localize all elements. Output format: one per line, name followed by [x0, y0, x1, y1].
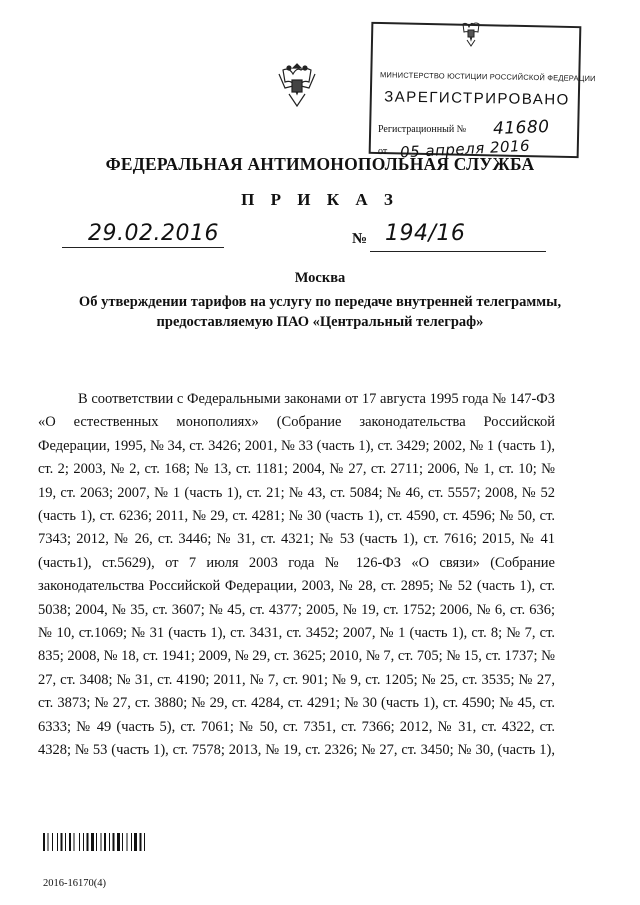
barcode-bar — [43, 833, 45, 851]
footer-code: 2016-16170(4) — [43, 878, 106, 889]
order-subject — [40, 292, 600, 332]
barcode-bar — [104, 833, 106, 851]
barcode-bar — [87, 833, 89, 851]
barcode-bar — [52, 833, 53, 851]
stamp-date-label: от — [378, 146, 388, 157]
city: Москва — [294, 270, 346, 286]
body-paragraph-text: В соответствии с Федеральными законами от 17 августа 1995 года № 147-ФЗ «О естественных монополиях» (Собрание законодательства Российской Федерации, 1995, № 34, ст. 3426; 2001, № 33 (часть 1), ст. 3429; 2002, № 1 (часть 1), ст. 2; 2003, № 2, ст. 168; № 13, ст. 1181; 2004, № 27, ст. 2711; 2006, № 1, ст. 10; № 19, ст. 2063; 2007, № 1 (часть 1), ст. 21; № 43, ст. 5084; № 46, ст. 5557; 2008, № 52 (часть 1), ст. 6236; 2011, № 29, ст. 4281; № 30 (часть 1), ст. 4590, ст. 4596; № 50, ст. 7343; 2012, № 26, ст. 3446; № 31, ст. 4321; № 53 (часть 1), ст. 7616; 2015, № 41 (часть1), ст.5629), от 7 июля 2003 года № 126-ФЗ «О связи» (Собрание законодательства Российской Федерации, 2003, № 28, ст. 2895; № 52 (часть 1), ст. 5038; 2004, № 35, ст. 3607; № 45, ст. 4377; 2005, № 19, ст. 1752; 2006, № 6, ст. 636; № 10, ст.1069; № 31 (часть 1), ст. 3431, ст. 3452; 2007, № 1 (часть 1), ст. 8; № 7, ст. 835; 2008, № 18, ст. 1941; 2009, № 29, ст. 3625; 2010, № 7, ст. 705; № 15, ст. 1737; № 27, ст. 3408; № 31, ст. 4190; 2011, № 7, ст. 901; № 9, ст. 1205; № 25, ст. 3535; № 27, ст. 3873; № 27, ст. 3880; № 29, ст. 4284, ст. 4291; № 30 (часть 1), ст. 4590; № 45, ст. 6333; № 49 (часть 5), ст. 7061; № 50, ст. 7351, ст. 7366; 2012, № 31, ст. 4322, ст. 4328; № 53 (часть 1), ст. 7578; 2013, № 19, ст. 2326; № 27, ст. 3450; № 30, (часть 1), — [38, 391, 555, 759]
stamp-reg-number-value: 41680 — [492, 117, 550, 139]
barcode-bar — [74, 833, 75, 851]
stamp-date-value: 05 апреля 2016 — [399, 136, 531, 162]
stamp-ministry: МИНИСТЕРСТВО ЮСТИЦИИ РОССИЙСКОЙ ФЕДЕРАЦИИ — [379, 70, 596, 84]
organization-title: ФЕДЕРАЛЬНАЯ АНТИМОНОПОЛЬНАЯ СЛУЖБА — [105, 154, 535, 174]
coat-of-arms-emblem — [275, 60, 319, 110]
barcode — [43, 833, 183, 851]
stamp-emblem-icon — [458, 18, 484, 48]
stamp-registered: ЗАРЕГИСТРИРОВАНО — [384, 88, 570, 109]
barcode-bar — [69, 833, 71, 851]
barcode-bar — [48, 833, 49, 851]
barcode-bar — [91, 833, 94, 851]
stamp-reg-number-label: Регистрационный № — [378, 124, 467, 135]
barcode-bar — [101, 833, 102, 851]
subject-line-2: предоставляемую ПАО «Центральный телеграф» — [156, 314, 484, 330]
barcode-bar — [79, 833, 80, 851]
barcode-bar — [57, 833, 58, 851]
order-date: 29.02.2016 — [88, 221, 219, 246]
subject-line-1: Об утверждении тарифов на услугу по передаче внутренней телеграммы, — [78, 294, 562, 310]
order-number-label: № — [352, 231, 368, 247]
barcode-bar — [122, 833, 123, 851]
barcode-bar — [65, 833, 66, 851]
barcode-bar — [113, 833, 115, 851]
number-underline — [370, 251, 546, 252]
barcode-bar — [109, 833, 110, 851]
barcode-bar — [131, 833, 132, 851]
barcode-bar — [127, 833, 128, 851]
date-underline — [62, 247, 224, 248]
order-number: 194/16 — [385, 221, 466, 246]
barcode-bar — [83, 833, 84, 851]
barcode-bar — [144, 833, 145, 851]
barcode-bar — [96, 833, 97, 851]
body-paragraph — [38, 388, 555, 763]
document-type: П Р И К А З — [241, 190, 399, 209]
barcode-bar — [117, 833, 120, 851]
registration-stamp — [370, 16, 596, 162]
barcode-bar — [134, 833, 137, 851]
barcode-bar — [61, 833, 63, 851]
barcode-bar — [140, 833, 142, 851]
